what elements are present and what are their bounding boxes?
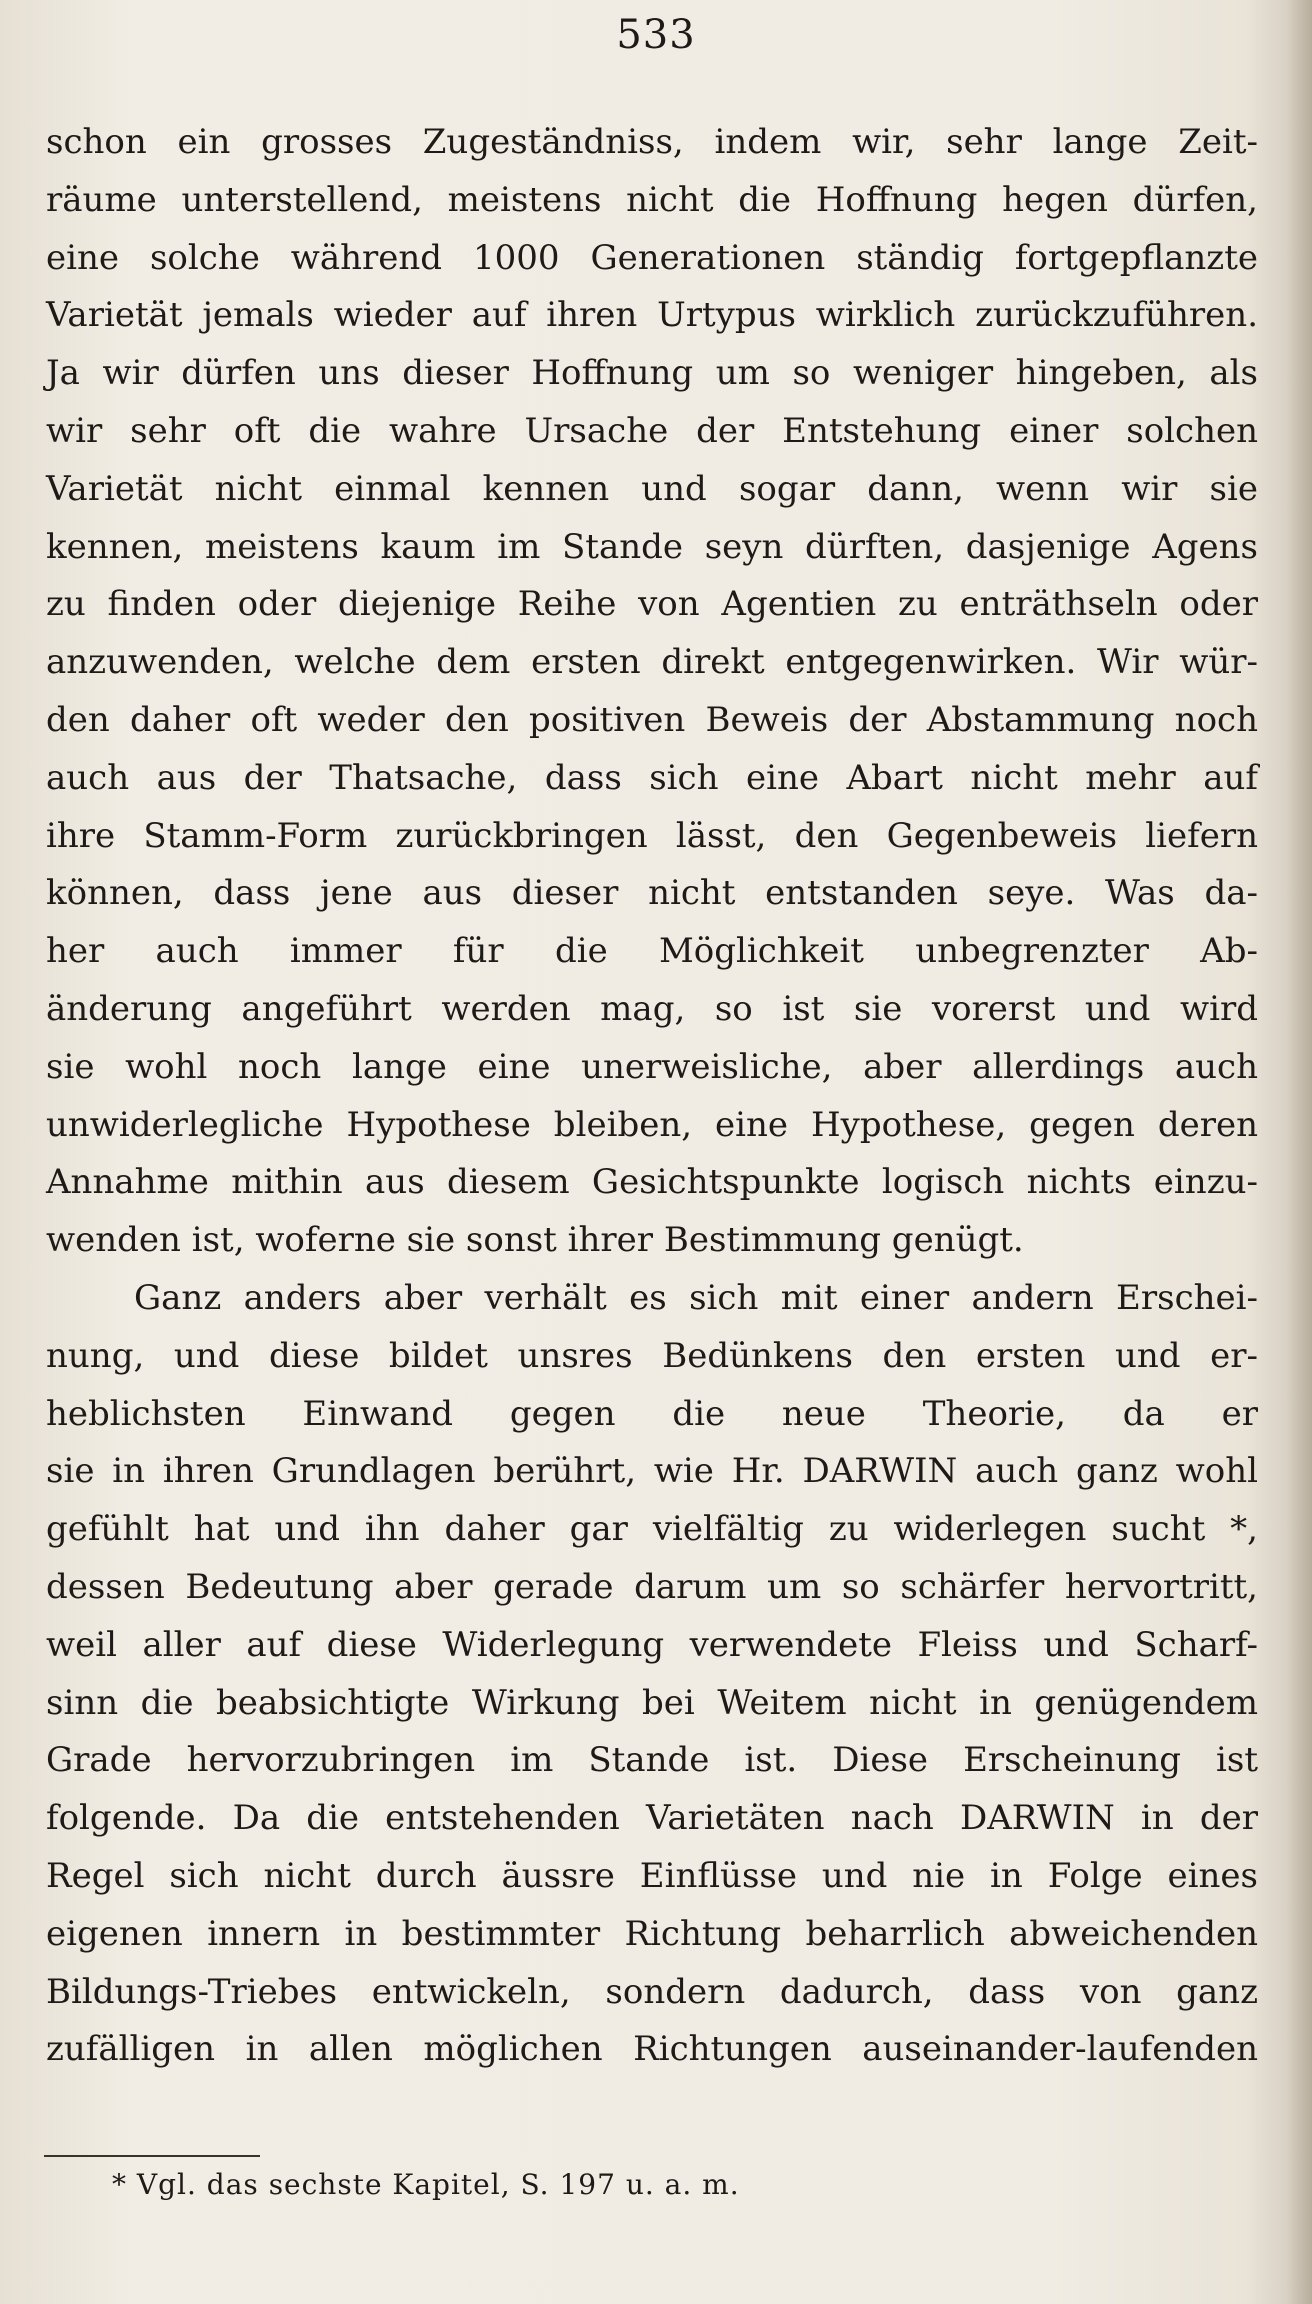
footnote: * Vgl. das sechste Kapitel, S. 197 u. a. m. — [112, 2168, 740, 2201]
text-line: räume unterstellend, meistens nicht die Hoffnung hegen dürfen, — [46, 179, 1258, 220]
text-line: schon ein grosses Zugeständniss, indem wir, sehr lange Zeit- — [46, 122, 1258, 162]
text-line: dessen Bedeutung aber gerade darum um so schärfer hervortritt, — [46, 1566, 1258, 1607]
text-line: sie wohl noch lange eine unerweisliche, aber allerdings auch — [46, 1046, 1258, 1087]
text-line: auch aus der Thatsache, dass sich eine Abart nicht mehr auf — [46, 757, 1258, 798]
text-line: gefühlt hat und ihn daher gar vielfältig zu widerlegen sucht *, — [46, 1509, 1258, 1550]
body-text — [46, 114, 1258, 2079]
text-line: weil aller auf diese Widerlegung verwendete Fleiss und Scharf- — [46, 1624, 1258, 1665]
text-line: Bildungs-Triebes entwickeln, sondern dadurch, dass von ganz — [46, 1971, 1258, 2012]
text-line: Ja wir dürfen uns dieser Hoffnung um so weniger hingeben, als — [46, 353, 1258, 394]
text-line: her auch immer für die Möglichkeit unbegrenzter Ab- — [46, 931, 1258, 972]
text-line: eigenen innern in bestimmter Richtung beharrlich abweichenden — [46, 1913, 1258, 1954]
text-line: Regel sich nicht durch äussre Einflüsse und nie in Folge eines — [46, 1855, 1258, 1896]
text-line: den daher oft weder den positiven Beweis der Abstammung noch — [46, 699, 1258, 740]
text-line: ihre Stamm-Form zurückbringen lässt, den Gegenbeweis liefern — [46, 815, 1258, 856]
text-line: Varietät nicht einmal kennen und sogar dann, wenn wir sie — [46, 468, 1258, 509]
text-line: wir sehr oft die wahre Ursache der Entstehung einer solchen — [46, 410, 1258, 451]
text-line: sie in ihren Grundlagen berührt, wie Hr. DARWIN auch ganz wohl — [46, 1451, 1258, 1492]
text-line: nung, und diese bildet unsres Bedünkens den ersten und er- — [46, 1335, 1258, 1376]
text-line: können, dass jene aus dieser nicht entstanden seye. Was da- — [46, 873, 1258, 914]
text-line: Grade hervorzubringen im Stande ist. Diese Erscheinung ist — [46, 1740, 1258, 1781]
footnote-divider — [44, 2155, 260, 2157]
text-line: heblichsten Einwand gegen die neue Theorie, da er — [46, 1393, 1258, 1434]
text-line: Varietät jemals wieder auf ihren Urtypus wirklich zurückzuführen. — [46, 295, 1258, 336]
text-line: folgende. Da die entstehenden Varietäten nach DARWIN in der — [46, 1798, 1258, 1839]
text-line: zufälligen in allen möglichen Richtungen auseinander-laufenden — [46, 2029, 1258, 2070]
text-line: anzuwenden, welche dem ersten direkt entgegenwirken. Wir wür- — [46, 642, 1258, 683]
page-edge-shadow — [1286, 0, 1312, 2304]
text-line: Annahme mithin aus diesem Gesichtspunkte logisch nichts einzu- — [46, 1162, 1258, 1203]
text-line: kennen, meistens kaum im Stande seyn dürften, dasjenige Agens — [46, 526, 1258, 567]
page-number: 533 — [616, 12, 696, 58]
text-line: änderung angeführt werden mag, so ist sie vorerst und wird — [46, 988, 1258, 1029]
text-line: zu finden oder diejenige Reihe von Agentien zu enträthseln oder — [46, 584, 1258, 625]
text-line: Ganz anders aber verhält es sich mit einer andern Erschei- — [134, 1277, 1258, 1318]
text-line: unwiderlegliche Hypothese bleiben, eine Hypothese, gegen deren — [46, 1104, 1258, 1145]
text-line: sinn die beabsichtigte Wirkung bei Weitem nicht in genügendem — [46, 1682, 1258, 1723]
text-line: wenden ist, woferne sie sonst ihrer Bestimmung genügt. — [46, 1220, 1024, 1261]
text-line: eine solche während 1000 Generationen ständig fortgepflanzte — [46, 237, 1258, 278]
